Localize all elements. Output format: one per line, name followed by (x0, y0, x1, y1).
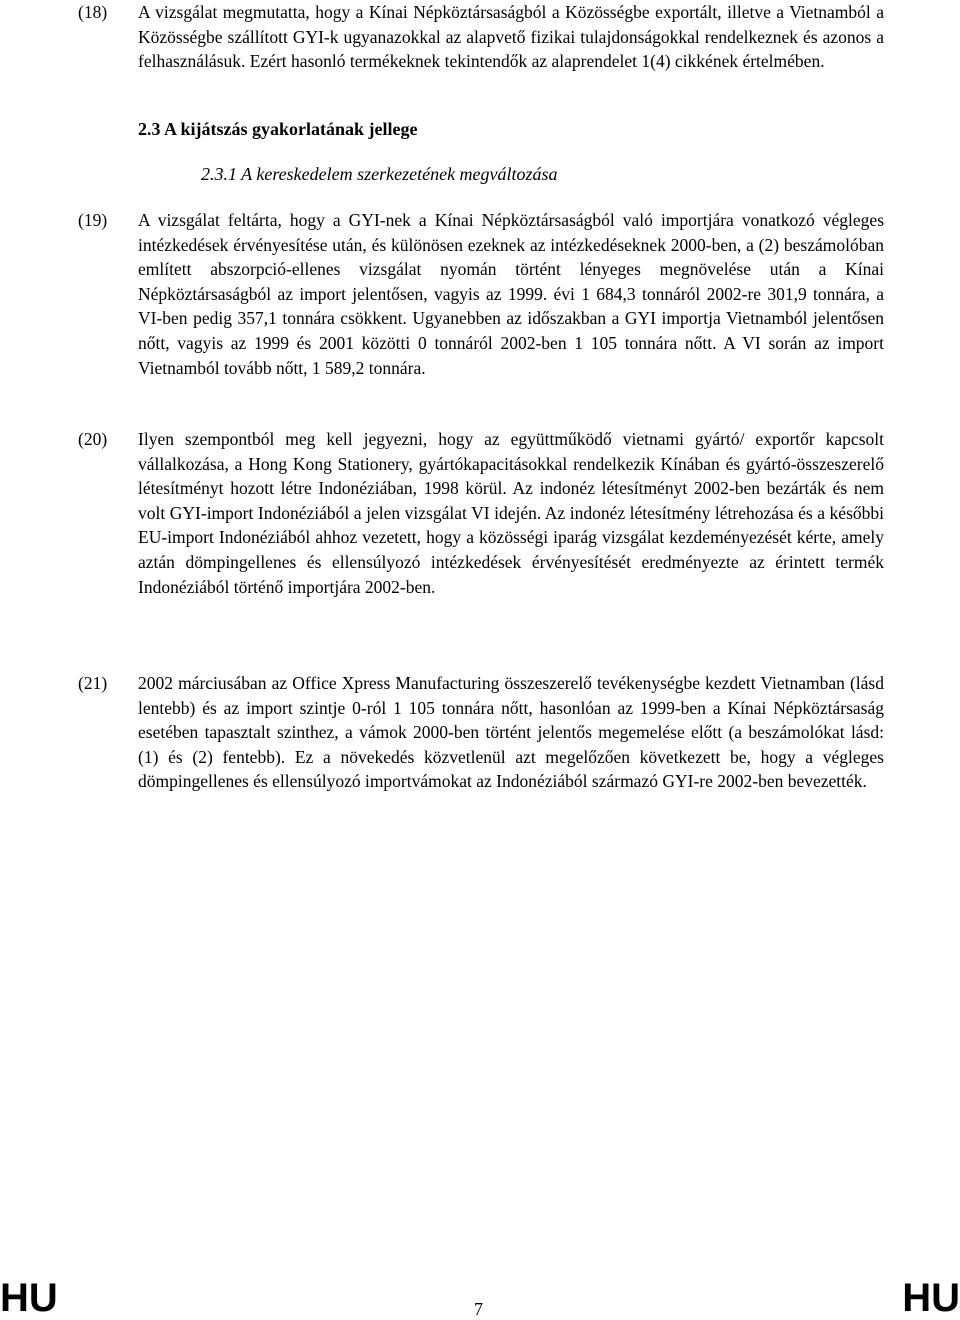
paragraph-text: A vizsgálat megmutatta, hogy a Kínai Népköztársaságból a Közösségbe exportált, illetve a Vietnamból a Közösségbe szállított GYI-k ugyanazokkal az alapvető fizikai tulajdonságokkal rendelkeznek és azonos a felhasználásuk. Ezért hasonló termékeknek tekintendők az alaprendelet 1(4) cikkének értelmében. (138, 2, 884, 72)
section-heading: 2.3 A kijátszás gyakorlatának jellege (138, 119, 418, 139)
paragraph-18 (78, 0, 884, 74)
paragraph-text: Ilyen szempontból meg kell jegyezni, hogy az együttműködő vietnami gyártó/ exportőr kapcsolt vállalkozása, a Hong Kong Stationery, gyártókapacitásokkal rendelkezik Kínában és gyártó-összeszerelő létesítményt hozott létre Indonéziában, 1998 körül. Az indonéz létesítményt 2002-ben bezárták és nem volt GYI-import Indonéziából a jelen vizsgálat VI idején. Az indonéz létesítmény létrehozása és a későbbi EU-import Indonéziából ahhoz vezetett, hogy a közösségi iparág vizsgálat kezdeményezését kérte, amely aztán dömpingellenes és ellensúlyozó intézkedések érvényesítését eredményezte az érintett termék Indonéziából történő importjára 2002-ben. (138, 429, 884, 597)
page-number: 7 (474, 1299, 483, 1319)
paragraph-number: (21) (78, 673, 108, 693)
paragraph-20 (78, 427, 884, 599)
footer-language-code-right: HU (902, 1276, 960, 1320)
paragraph-number: (20) (78, 429, 108, 449)
section-subheading: 2.3.1 A kereskedelem szerkezetének megváltozása (201, 164, 558, 184)
footer-language-code-left: HU (0, 1276, 58, 1320)
paragraph-text: 2002 márciusában az Office Xpress Manufacturing összeszerelő tevékenységbe kezdett Vietnamban (lásd lentebb) és az import szintje 0-ról 1 105 tonnára nőtt, hasonlóan az 1999-ben a Kínai Népköztársaság esetében tapasztalt szinthez, a vámok 2000-ben történt jelentős megemelése előtt (a beszámolókat lásd: (1) és (2) fentebb). Ez a növekedés közvetlenül azt megelőzően következett be, hogy a végleges dömpingellenes és ellensúlyozó importvámokat az Indonéziából származó GYI-re 2002-ben bevezették. (138, 673, 884, 792)
paragraph-21 (78, 671, 884, 794)
paragraph-19 (78, 208, 884, 380)
paragraph-number: (19) (78, 210, 108, 230)
paragraph-number: (18) (78, 2, 108, 22)
paragraph-text: A vizsgálat feltárta, hogy a GYI-nek a Kínai Népköztársaságból való importjára vonatkozó végleges intézkedések érvényesítése után, és különösen ezeknek az intézkedéseknek 2000-ben, a (2) beszámolóban említett abszorpció-ellenes vizsgálat nyomán történt lényeges megnövelése után a Kínai Népköztársaságból az import jelentősen, vagyis az 1999. évi 1 684,3 tonnáról 2002-re 301,9 tonnára, a VI-ben pedig 357,1 tonnára csökkent. Ugyanebben az időszakban a GYI importja Vietnamból jelentősen nőtt, vagyis az 1999 és 2001 közötti 0 tonnáról 2002-ben 1 105 tonnára nőtt. A VI során az import Vietnamból tovább nőtt, 1 589,2 tonnára. (138, 210, 884, 378)
